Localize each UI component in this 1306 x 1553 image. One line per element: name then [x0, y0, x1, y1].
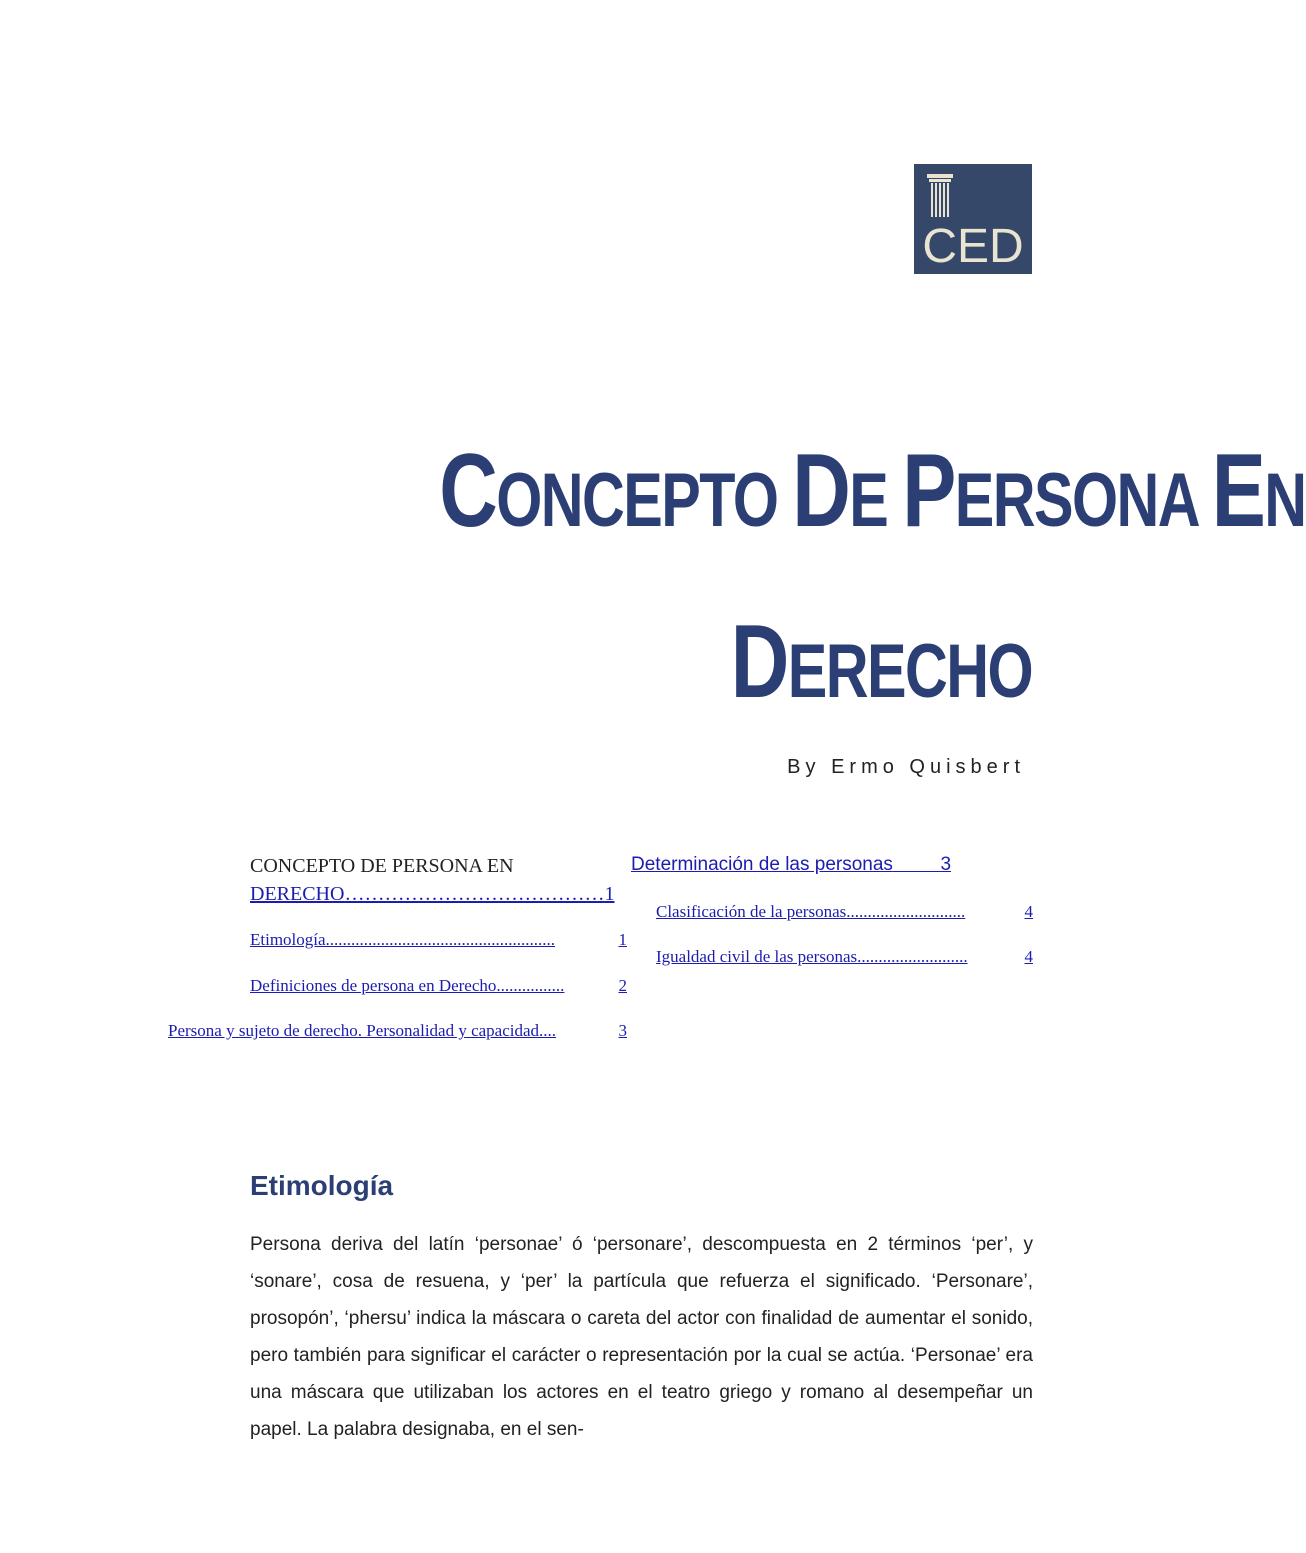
- title-cap: D: [730, 604, 788, 720]
- title-word: ERSONA: [954, 458, 1212, 543]
- title-word: N: [1264, 458, 1306, 543]
- toc-item-persona-sujeto[interactable]: Persona y sujeto de derecho. Personalidad y capacidad .... 3: [168, 1021, 627, 1040]
- page-title-line2: [439, 603, 1032, 722]
- title-word: E: [849, 458, 903, 543]
- toc-item-igualdad[interactable]: Igualdad civil de las personas .......................... 4: [656, 947, 1033, 966]
- toc-item-determinacion[interactable]: Determinación de las personas 3: [631, 854, 952, 875]
- toc-heading[interactable]: [250, 852, 630, 908]
- title-word: ONCEPTO: [496, 458, 793, 543]
- toc-heading-text: CONCEPTO DE PERSONA EN: [250, 855, 514, 877]
- toc-item-definiciones[interactable]: Definiciones de persona en Derecho ................ 2: [250, 976, 627, 995]
- logo-text: CED: [922, 220, 1024, 273]
- toc-heading-link[interactable]: DERECHO…………………………………1: [250, 883, 615, 905]
- toc-item-clasificacion[interactable]: Clasificación de la personas ............................ 4: [656, 902, 1033, 921]
- title-word: ERECHO: [787, 629, 1032, 714]
- ced-logo: [914, 164, 1032, 274]
- body-paragraph: Persona deriva del latín ‘personae’ ó ‘personare’, descompuesta en 2 términos ‘per’, y ‘sonare’, cosa de resuena, y ‘per’ la partícula que refuerza el significado. ‘Personare’, prosopón’, ‘phersu’ indica la máscara o careta del actor con finalidad de aumentar el sonido, pero también para significar el carácter o representación por la cual se actúa. ‘Personae’ era una máscara que utilizaban los actores en el teatro griego y romano al desempeñar un papel. La palabra designaba, en el sen-: [250, 1234, 1033, 1440]
- author-byline: By Ermo Quisbert: [787, 756, 1025, 778]
- title-cap: D: [792, 433, 850, 549]
- title-cap: P: [902, 433, 955, 549]
- toc-item-etimologia[interactable]: Etimología ...................................................... 1: [250, 930, 627, 949]
- section-heading-etimologia: Etimología: [250, 1170, 394, 1201]
- column-icon: [914, 164, 1032, 274]
- page-title-line1: [439, 432, 1306, 551]
- title-cap: C: [439, 433, 497, 549]
- title-cap: E: [1211, 433, 1265, 549]
